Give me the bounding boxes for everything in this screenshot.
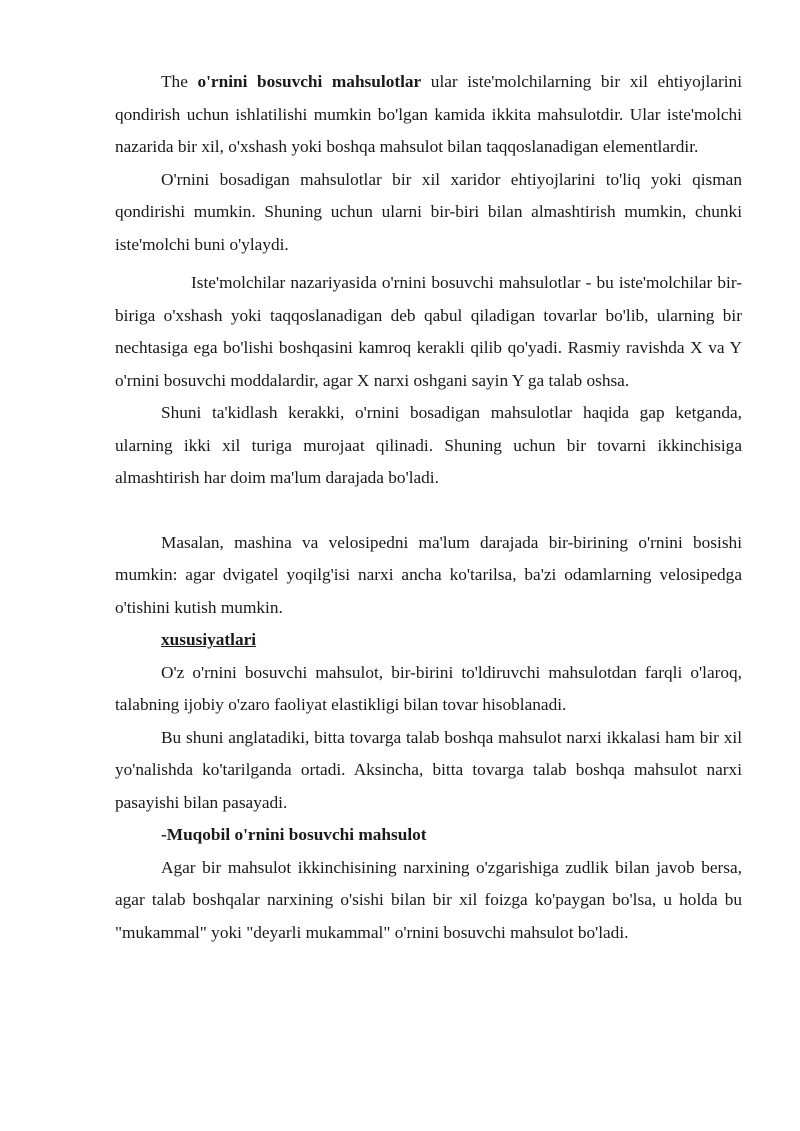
section-heading-features — [115, 624, 742, 657]
document-page — [115, 66, 742, 949]
paragraph-example: Masalan, mashina va velosipedni ma'lum darajada bir-birining o'rnini bosishi mumkin: agar dvigatel yoqilg'isi narxi ancha ko'tarilsa, ba'zi odamlarning velosipedga o'tishini kutish mumkin. — [115, 532, 742, 617]
paragraph-consumer-theory: Iste'molchilar nazariyasida o'rnini bosuvchi mahsulotlar - bu iste'molchilar bir-biriga o'xshash yoki taqqoslanadigan deb qabul qiladigan tovarlar bo'lib, ularning bir nechtasiga ega bo'lishi boshqasini kamroq kerakli qilib qo'yadi. Rasmiy ravishda X va Y o'rnini bosuvchi moddalardir, agar X narxi oshgani sayin Y ga talab oshsa. — [115, 273, 742, 390]
section-heading-alternative — [115, 819, 742, 852]
paragraph-rest: ular iste'molchilarning bir xil ehtiyojlarini qondirish uchun ishlatilishi mumkin bo'lgan kamida ikkita mahsulotdir. Ular iste'molchi nazarida bir xil, o'xshash yoki boshqa mahsulot bilan taqqoslanadigan elementlardir. — [115, 72, 743, 156]
paragraph-demand-direction: Bu shuni anglatadiki, bitta tovarga talab boshqa mahsulot narxi ikkalasi ham bir xil yo'nalishda ko'tarilganda ortadi. Aksincha, bitta tovarga talab boshqa mahsulot narxi pasayishi bilan pasayadi. — [115, 727, 742, 812]
paragraph-perfect-substitute: Agar bir mahsulot ikkinchisining narxining o'zgarishiga zudlik bilan javob bersa, agar talab boshqalar narxining o'sishi bilan bir xil foizga ko'paygan bo'lsa, u holda bu "mukammal" yoki "deyarli mukammal" o'rnini bosuvchi mahsulot bo'ladi. — [115, 857, 742, 942]
paragraph-lead: The — [161, 72, 198, 91]
paragraph-substitutes-needs: O'rnini bosadigan mahsulotlar bir xil xaridor ehtiyojlarini to'liq yoki qisman qondirishi mumkin. Shuning uchun ularni bir-biri bilan almashtirish mumkin, chunki iste'molchi buni o'ylaydi. — [115, 169, 742, 254]
paragraph-elasticity: O'z o'rnini bosuvchi mahsulot, bir-birini to'ldiruvchi mahsulotdan farqli o'laroq, talabning ijobiy o'zaro faoliyat elastikligi bilan tovar hisoblanadi. — [115, 662, 742, 714]
bold-term: o'rnini bosuvchi mahsulotlar — [197, 72, 422, 91]
paragraph-two-types: Shuni ta'kidlash kerakki, o'rnini bosadigan mahsulotlar haqida gap ketganda, ularning ikki xil turiga murojaat qilinadi. Shuning uchun bir tovarni ikkinchisiga almashtirish har doim ma'lum darajada bo'ladi. — [115, 403, 742, 487]
paragraph-definition — [115, 66, 742, 164]
heading-text: -Muqobil o'rnini bosuvchi mahsulot — [161, 825, 427, 844]
heading-text: xususiyatlari — [161, 630, 257, 649]
